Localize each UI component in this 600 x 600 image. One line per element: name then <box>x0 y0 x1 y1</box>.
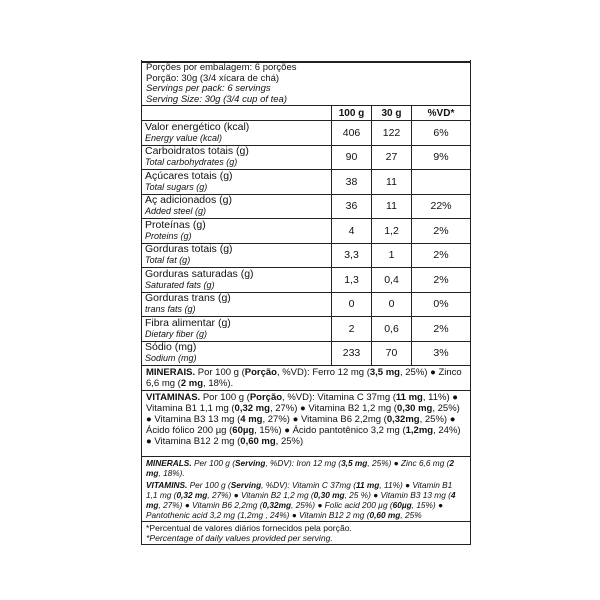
portion-en: Serving Size: 30g (3/4 cup of tea) <box>146 93 287 105</box>
table-row <box>142 170 470 195</box>
value-30g: 1,2 <box>372 219 412 244</box>
value-vd: 3% <box>412 341 471 366</box>
table-row <box>142 292 470 317</box>
nutrient-name: Fibra alimentar (g) Dietary fiber (g) <box>142 317 332 342</box>
nutrient-name: Valor energético (kcal) Energy value (kcal) <box>142 121 332 146</box>
value-vd: 2% <box>412 219 471 244</box>
vitamins-pt: VITAMINAS. Por 100 g (Porção, %VD): Vitamina C 37mg (11 mg, 11%) ● Vitamina B1 1,1 mg (0,32 mg, 27%) ● Vitamina B2 1,2 mg (0,30 mg, 25%) ● Vitamina B3 13 mg (4 mg, 27%) ● Vitamina B6 2,2mg (0,32mg, 25%) ● Ácido fólico 200 µg (60µg, 15%) ● Ácido pantotênico 3,2 mg (1,2mg, 24%) ● Vitamina B12 2 mg (0,60 mg, 25%) <box>142 391 470 457</box>
value-vd: 2% <box>412 317 471 342</box>
value-vd: 9% <box>412 145 471 170</box>
value-30g: 0,6 <box>372 317 412 342</box>
servings-per-pack-en: Servings per pack: 6 servings <box>146 83 271 94</box>
value-100g: 233 <box>332 341 372 366</box>
value-100g: 90 <box>332 145 372 170</box>
minerals-pt: MINERAIS. Por 100 g (Porção, %VD): Ferro 12 mg (3,5 mg, 25%) ● Zinco 6,6 mg (2 mg, 18%). <box>142 366 470 391</box>
footnote-en: *Percentage of daily values provided per serving. <box>146 533 333 543</box>
table-header-row <box>142 106 470 121</box>
value-30g: 27 <box>372 145 412 170</box>
nutrition-table <box>142 105 470 366</box>
header-blank <box>142 106 332 121</box>
nutrient-name: Sódio (mg) Sodium (mg) <box>142 341 332 366</box>
nutrient-name: Açúcares totais (g) Total sugars (g) <box>142 170 332 195</box>
value-100g: 4 <box>332 219 372 244</box>
nutrient-name: Gorduras trans (g) trans fats (g) <box>142 292 332 317</box>
nutrition-label <box>141 60 471 545</box>
table-row <box>142 121 470 146</box>
value-30g: 0 <box>372 292 412 317</box>
col-header-100g: 100 g <box>332 106 372 121</box>
value-vd: 22% <box>412 194 471 219</box>
minerals-en: MINERALS. Per 100 g (Serving, %DV): Iron 12 mg (3,5 mg, 25%) ● Zinc 6,6 mg (2 mg, 18%). <box>146 458 454 478</box>
value-vd: 2% <box>412 243 471 268</box>
value-vd: 2% <box>412 268 471 293</box>
value-vd <box>412 170 471 195</box>
servings-per-pack-pt: Porções por embalagem: 6 porções <box>146 62 297 73</box>
nutrient-name: Aç adicionados (g) Added steel (g) <box>142 194 332 219</box>
value-100g: 1,3 <box>332 268 372 293</box>
value-30g: 122 <box>372 121 412 146</box>
serving-info <box>142 60 470 105</box>
table-row <box>142 243 470 268</box>
nutrient-name: Gorduras saturadas (g) Saturated fats (g) <box>142 268 332 293</box>
table-row <box>142 145 470 170</box>
value-100g: 406 <box>332 121 372 146</box>
nutrient-name: Gorduras totais (g) Total fat (g) <box>142 243 332 268</box>
value-vd: 6% <box>412 121 471 146</box>
value-30g: 11 <box>372 170 412 195</box>
value-100g: 0 <box>332 292 372 317</box>
nutrient-name: Carboidratos totais (g) Total carbohydrates (g) <box>142 145 332 170</box>
col-header-30g: 30 g <box>372 106 412 121</box>
value-100g: 2 <box>332 317 372 342</box>
value-100g: 3,3 <box>332 243 372 268</box>
value-vd: 0% <box>412 292 471 317</box>
table-row <box>142 219 470 244</box>
value-100g: 36 <box>332 194 372 219</box>
value-30g: 0,4 <box>372 268 412 293</box>
footnote-pt: *Percentual de valores diários fornecidos pela porção. <box>146 523 352 533</box>
table-row <box>142 194 470 219</box>
value-30g: 70 <box>372 341 412 366</box>
table-row <box>142 268 470 293</box>
table-row <box>142 317 470 342</box>
value-30g: 1 <box>372 243 412 268</box>
portion-pt: Porção: 30g (3/4 xícara de chá) <box>146 72 280 84</box>
nutrient-name: Proteínas (g) Proteins (g) <box>142 219 332 244</box>
value-30g: 11 <box>372 194 412 219</box>
table-row <box>142 341 470 366</box>
value-100g: 38 <box>332 170 372 195</box>
col-header-vd: %VD* <box>412 106 471 121</box>
vitamins-en: VITAMINS. Per 100 g (Serving, %DV): Vitamin C 37mg (11 mg, 11%) ● Vitamin B1 1,1 mg (0,32 mg, 27%) ● Vitamin B2 1,2 mg (0,30 mg, 25 %) ● Vitamin B3 13 mg (4 mg, 27%) ● Vitamin B6 2,2mg (0,32mg, 25%) ● Folic acid 200 µg (60µg, 15%) ● Pantothenic acid 3,2 mg (1,2mg , 24%) ● Vitamin B12 2 mg (0,60 mg, 25% <box>142 479 470 522</box>
footnote <box>142 522 470 544</box>
